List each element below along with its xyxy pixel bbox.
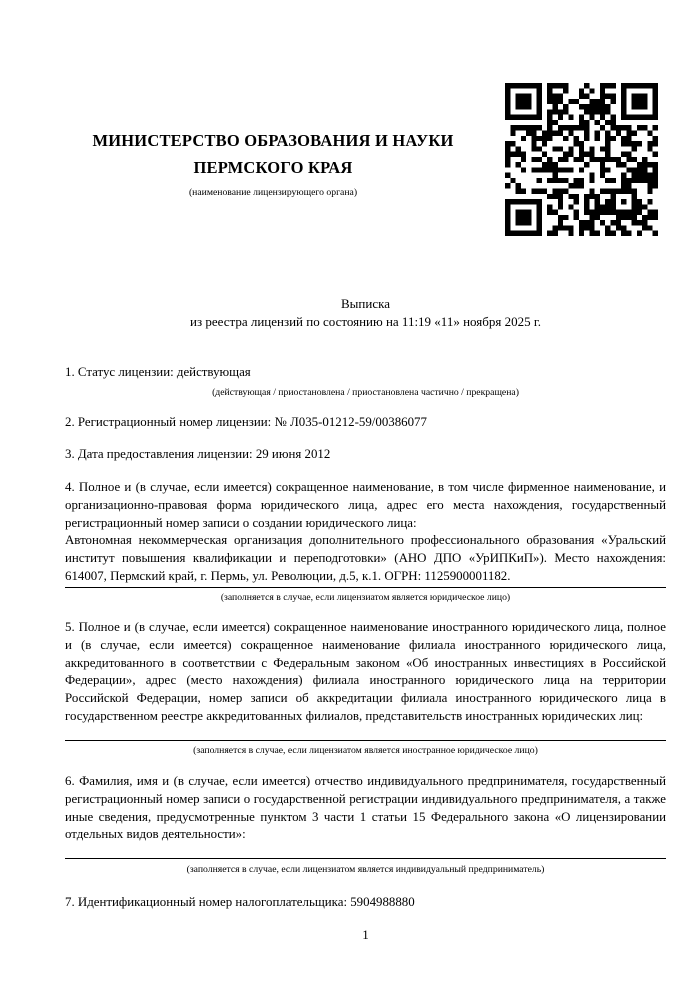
document-title-line1: Выписка [341, 296, 390, 311]
license-status-options-caption: (действующая / приостановлена / приостановлена частично / прекращена) [212, 386, 519, 398]
fill-line-individual-entrepreneur [65, 858, 666, 859]
fill-line-legal-entity-caption: (заполняется в случае, если лицензиатом является юридическое лицо) [220, 592, 511, 603]
item-registration-number: 2. Регистрационный номер лицензии: № Л035-01212-59/00386077 [65, 415, 427, 429]
document-title-line2: из реестра лицензий по состоянию на 11:19 «11» ноября 2025 г. [190, 314, 541, 329]
ministry-name-caption: (наименование лицензирующего органа) [188, 187, 358, 198]
ministry-name-line2: ПЕРМСКОГО КРАЯ [193, 158, 353, 177]
fill-line-foreign-entity [65, 740, 666, 741]
license-status-text: 1. Статус лицензии: действующая [65, 365, 251, 379]
ministry-name-line1: МИНИСТЕРСТВО ОБРАЗОВАНИЯ И НАУКИ [92, 131, 454, 150]
qr-code-icon [505, 83, 658, 236]
page-number: 1 [362, 927, 369, 942]
legal-entity-intro: 4. Полное и (в случае, если имеется) сокращенное наименование, в том числе фирменное наименование, и организационно-правовая форма юридического лица, адрес его места нахождения, государственный регистрационный номер записи о создании юридического лица: [65, 480, 666, 530]
item-legal-entity [65, 479, 666, 586]
item-license-status [65, 364, 666, 399]
legal-entity-value: Автономная некоммерческая организация дополнительного профессионального образования «Уральский институт повышения квалификации и переподготовки» (АНО ДПО «УрИПКиП»). Место нахождения: 614007, Пермский край, г. Пермь, ул. Революции, д.5, к.1. ОГРН: 1125900001182. [65, 533, 666, 583]
licensing-authority-header [63, 127, 483, 199]
document-title [65, 295, 666, 331]
item-taxpayer-id: 7. Идентификационный номер налогоплательщика: 5904988880 [65, 895, 415, 909]
item-license-grant-date: 3. Дата предоставления лицензии: 29 июня 2012 [65, 447, 331, 461]
fill-line-foreign-entity-caption: (заполняется в случае, если лицензиатом является иностранное юридическое лицо) [193, 745, 538, 756]
item-foreign-legal-entity: 5. Полное и (в случае, если имеется) сокращенное наименование иностранного юридического лица, полное и (в случае, если имеется) сокращенное наименование филиала иностранного юридического лица, аккредитованного в соответствии с Федеральным законом «Об иностранных инвестициях в Российской Федерации», адрес (место нахождения) филиала иностранного юридического лица на территории Российской Федерации, номер записи об аккредитации филиала иностранного юридического лица в государственном реестре аккредитованных филиалов, представительств иностранных юридических лиц: [65, 620, 666, 723]
fill-line-legal-entity [65, 587, 666, 588]
fill-line-individual-entrepreneur-caption: (заполняется в случае, если лицензиатом является индивидуальный предприниматель) [186, 864, 545, 875]
item-individual-entrepreneur: 6. Фамилия, имя и (в случае, если имеется) отчество индивидуального предпринимателя, государственный регистрационный номер записи о государственной регистрации индивидуального предпринимателя, а также иные сведения, предусмотренные пунктом 3 части 1 статьи 15 Федерального закона «О лицензировании отдельных видов деятельности»: [65, 774, 666, 842]
